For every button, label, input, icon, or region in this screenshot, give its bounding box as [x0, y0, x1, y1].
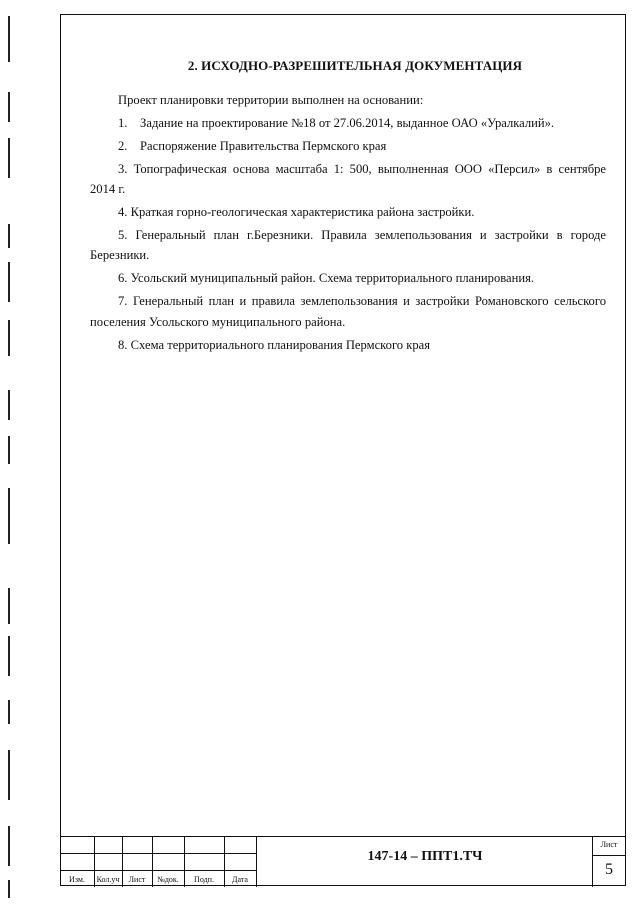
list-item: 1. Задание на проектирование №18 от 27.06.2014, выданное ОАО «Уралкалий».: [118, 116, 555, 130]
list-item: 7. Генеральный план и правила землепользования и застройки Романовского сельского: [118, 294, 606, 308]
list-item-continuation: Березники.: [90, 248, 150, 262]
list-item: 8. Схема территориального планирования Пермского края: [118, 338, 431, 352]
sheet-label: Лист: [600, 840, 618, 849]
edge-mark: [8, 700, 10, 724]
edge-mark: [8, 750, 10, 800]
list-item: 5. Генеральный план г.Березники. Правила землепользования и застройки в городе: [118, 228, 606, 242]
stamp-col-koluch: Кол.уч: [96, 875, 120, 884]
edge-mark: [8, 16, 10, 62]
edge-mark: [8, 488, 10, 544]
document-code: 147-14 – ППТ1.ТЧ: [367, 849, 483, 864]
list-item: 2. Распоряжение Правительства Пермского края: [118, 139, 387, 153]
edge-mark: [8, 636, 10, 676]
list-item-continuation: поселения Усольского муниципального района.: [90, 315, 346, 329]
stamp-col-data: Дата: [232, 875, 248, 884]
stamp-col-list: Лист: [128, 875, 146, 884]
list-item: 4. Краткая горно-геологическая характеристика района застройки.: [118, 205, 475, 219]
edge-mark: [8, 320, 10, 356]
edge-mark: [8, 224, 10, 248]
stamp-col-podp: Подп.: [194, 875, 214, 884]
stamp-col-izm: Изм.: [69, 875, 85, 884]
stamp-col-ndok: №док.: [157, 875, 179, 884]
edge-mark: [8, 390, 10, 420]
edge-mark: [8, 436, 10, 464]
list-item: 3. Топографическая основа масштаба 1: 500, выполненная ООО «Персил» в сентябре: [118, 162, 606, 176]
edge-mark: [8, 138, 10, 178]
edge-mark: [8, 92, 10, 122]
list-item-continuation: 2014 г.: [90, 182, 126, 196]
section-title: 2. ИСХОДНО-РАЗРЕШИТЕЛЬНАЯ ДОКУМЕНТАЦИЯ: [187, 58, 523, 73]
list-item: 6. Усольский муниципальный район. Схема территориального планирования.: [118, 271, 535, 285]
intro-paragraph: Проект планировки территории выполнен на основании:: [118, 93, 424, 107]
sheet-number: 5: [605, 861, 613, 878]
edge-mark: [8, 588, 10, 624]
edge-mark: [8, 826, 10, 866]
edge-mark: [8, 262, 10, 302]
edge-mark: [8, 880, 10, 898]
title-block: [60, 836, 626, 887]
